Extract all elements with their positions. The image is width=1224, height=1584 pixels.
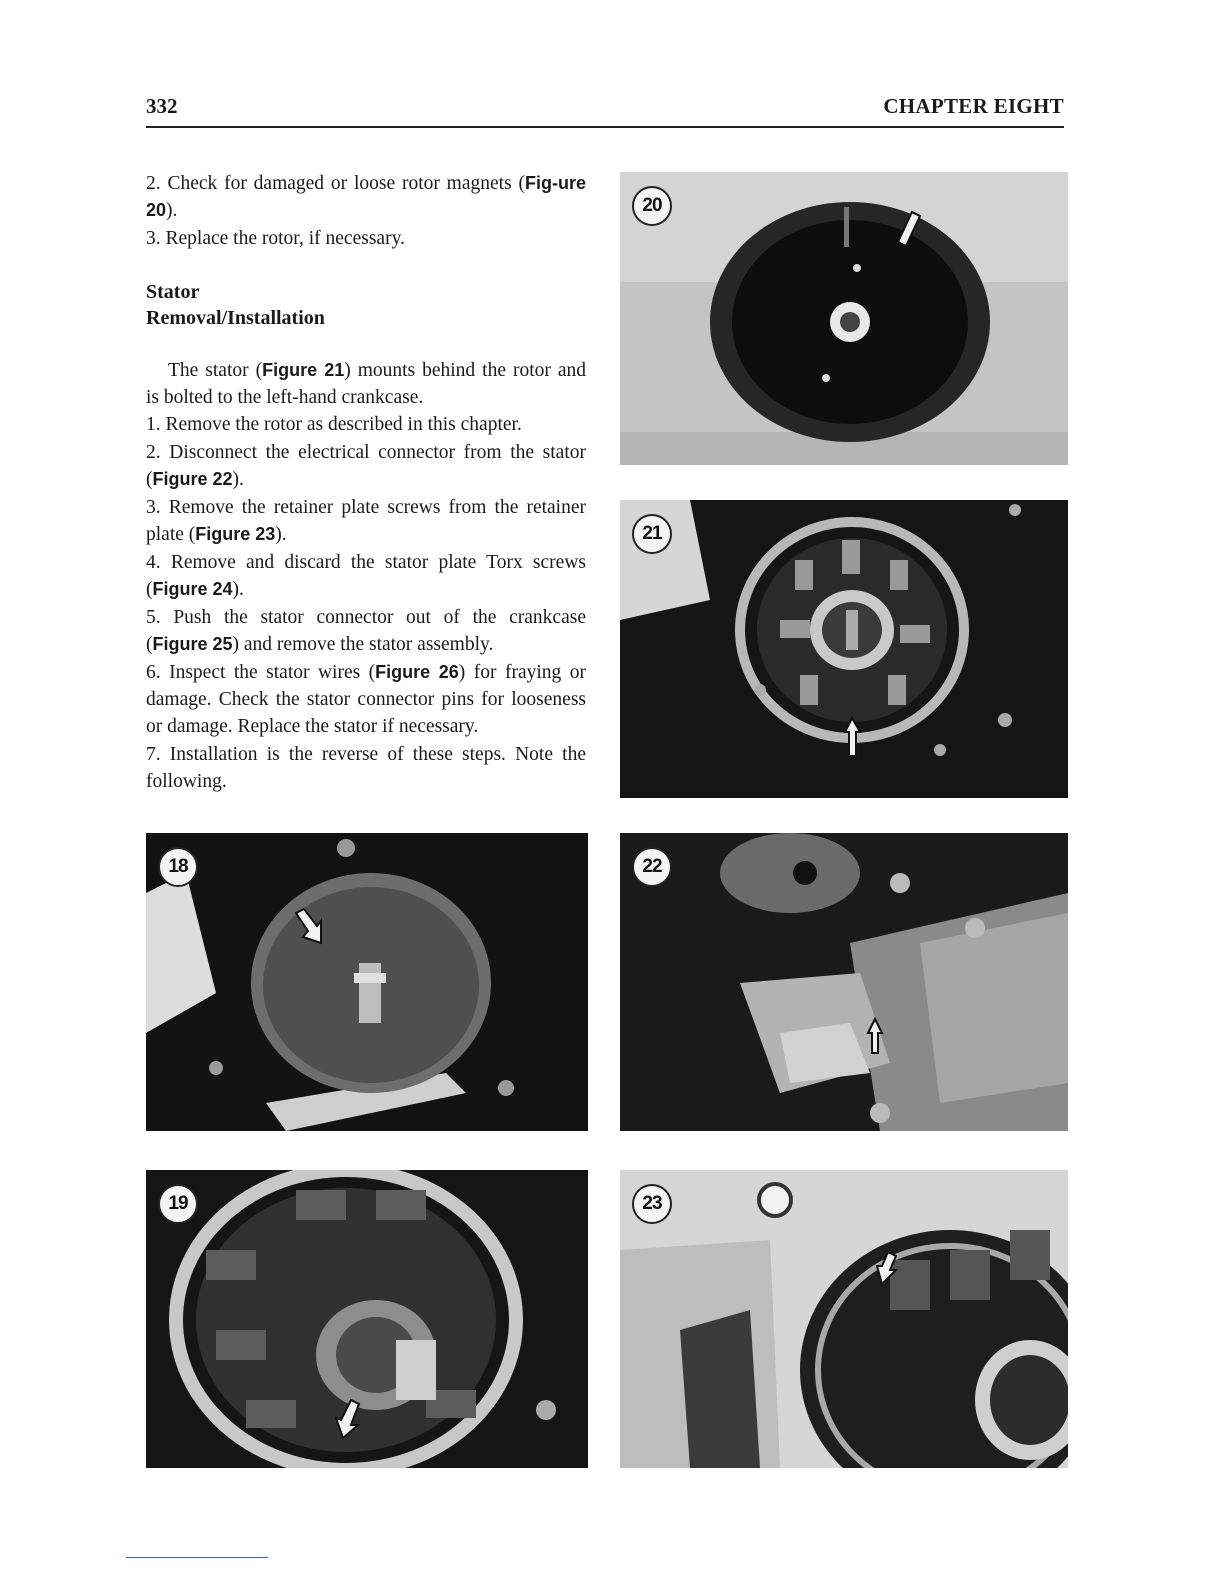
photo-figure-18	[146, 833, 588, 1131]
stator-step-4: 4. Remove and discard the stator plate Torx screws (Figure 24).	[146, 552, 586, 600]
figure-number-badge: 21	[632, 514, 672, 554]
stator-step-2: 2. Disconnect the electrical connector from the stator (Figure 22).	[146, 442, 586, 490]
figure-ref: Figure 25	[152, 634, 233, 654]
page-header	[146, 94, 1064, 128]
figure-number-badge: 19	[158, 1184, 198, 1224]
figure-ref: Figure 23	[195, 524, 276, 544]
intro-paragraph: The stator (Figure 21) mounts behind the rotor and is bolted to the left-hand crankcase.	[146, 360, 587, 408]
photo-figure-21	[620, 500, 1068, 798]
stator-step-6: 6. Inspect the stator wires (Figure 26) for fraying or damage. Check the stator connector pins for looseness or damage. Replace the stator if necessary.	[146, 662, 586, 737]
rotor-photo	[620, 172, 1068, 465]
retainer-plate-photo	[620, 1170, 1068, 1468]
stator-photo	[620, 500, 1068, 798]
figure-ref: Fig-ure 20	[146, 173, 586, 220]
connector-photo	[620, 833, 1068, 1131]
footer-rule	[126, 1557, 268, 1558]
figure-ref: Figure 26	[375, 662, 459, 682]
stator-step-1: 1. Remove the rotor as described in this chapter.	[146, 414, 522, 435]
stator-step-5: 5. Push the stator connector out of the crankcase (Figure 25) and remove the stator assembly.	[146, 607, 586, 655]
figure-ref: Figure 22	[152, 469, 233, 489]
section-heading: Stator Removal/Installation	[146, 281, 325, 329]
step-3-rotor: 3. Replace the rotor, if necessary.	[146, 228, 405, 249]
figure-number-badge: 20	[632, 186, 672, 226]
photo-figure-20	[620, 172, 1068, 465]
page-number: 332	[146, 94, 178, 118]
stator-step-3: 3. Remove the retainer plate screws from the retainer plate (Figure 23).	[146, 497, 586, 545]
photo-figure-23	[620, 1170, 1068, 1468]
chapter-title: CHAPTER EIGHT	[883, 94, 1064, 118]
photo-figure-19	[146, 1170, 588, 1468]
figure-ref: Figure 21	[262, 360, 345, 380]
figure-number-badge: 18	[158, 847, 198, 887]
figure-ref: Figure 24	[152, 579, 233, 599]
step-2-rotor: 2. Check for damaged or loose rotor magnets (Fig-ure 20).	[146, 173, 586, 221]
figure-number-badge: 22	[632, 847, 672, 887]
cover-plate-photo	[146, 833, 588, 1131]
photo-figure-22	[620, 833, 1068, 1131]
figure-number-badge: 23	[632, 1184, 672, 1224]
stator-coils-photo	[146, 1170, 588, 1468]
text-column	[146, 170, 586, 796]
stator-step-7: 7. Installation is the reverse of these steps. Note the following.	[146, 744, 586, 792]
